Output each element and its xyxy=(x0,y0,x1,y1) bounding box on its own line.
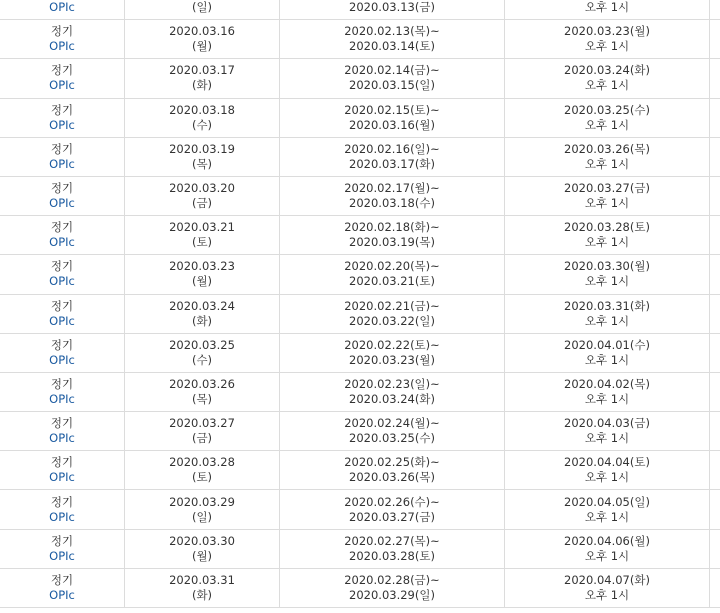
test-date-cell xyxy=(124,99,279,137)
session-type: 정기 xyxy=(50,181,74,196)
session-type: 정기 xyxy=(50,298,74,313)
table-row xyxy=(0,255,720,294)
test-date: 2020.03.30 xyxy=(169,533,235,548)
result-cell xyxy=(504,216,709,254)
result-time: 오후 1시 xyxy=(584,156,630,171)
result-cell xyxy=(504,138,709,176)
registration-end: 2020.03.22(일) xyxy=(349,313,435,328)
registration-period-cell xyxy=(279,138,504,176)
registration-start: 2020.02.22(토)~ xyxy=(344,337,440,352)
test-weekday: (일) xyxy=(191,0,213,15)
registration-end: 2020.03.29(일) xyxy=(349,587,435,602)
registration-end: 2020.03.26(목) xyxy=(349,470,435,485)
test-date: 2020.03.19 xyxy=(169,141,235,156)
result-date: 2020.04.05(일) xyxy=(564,494,650,509)
test-date: 2020.03.18 xyxy=(169,102,235,117)
trailing-cell xyxy=(709,530,720,568)
registration-end: 2020.03.16(월) xyxy=(349,117,435,132)
test-date: 2020.03.31 xyxy=(169,572,235,587)
test-date: 2020.03.28 xyxy=(169,455,235,470)
test-date-cell xyxy=(124,530,279,568)
session-type: 정기 xyxy=(50,24,74,39)
table-row xyxy=(0,216,720,255)
registration-period-cell xyxy=(279,451,504,489)
result-cell xyxy=(504,569,709,607)
test-weekday: (토) xyxy=(191,470,213,485)
exam-name: OPIc xyxy=(49,391,75,406)
result-time: 오후 1시 xyxy=(584,587,630,602)
trailing-cell xyxy=(709,255,720,293)
exam-name: OPIc xyxy=(49,431,75,446)
exam-type-cell xyxy=(0,334,124,372)
test-date-cell xyxy=(124,177,279,215)
result-time: 오후 1시 xyxy=(584,274,630,289)
registration-start: 2020.02.21(금)~ xyxy=(344,298,440,313)
result-time: 오후 1시 xyxy=(584,391,630,406)
registration-period-cell xyxy=(279,59,504,97)
table-row xyxy=(0,138,720,177)
trailing-cell xyxy=(709,490,720,528)
session-type: 정기 xyxy=(50,455,74,470)
registration-end: 2020.03.21(토) xyxy=(349,274,435,289)
table-row xyxy=(0,412,720,451)
result-cell xyxy=(504,295,709,333)
registration-end: 2020.03.14(토) xyxy=(349,39,435,54)
test-weekday: (수) xyxy=(191,117,213,132)
exam-type-cell xyxy=(0,20,124,58)
test-date: 2020.03.16 xyxy=(169,24,235,39)
registration-period-cell xyxy=(279,20,504,58)
registration-end: 2020.03.23(월) xyxy=(349,352,435,367)
table-row xyxy=(0,334,720,373)
table-row xyxy=(0,99,720,138)
exam-name: OPIc xyxy=(49,156,75,171)
registration-period-cell xyxy=(279,177,504,215)
test-weekday: (금) xyxy=(191,196,213,211)
trailing-cell xyxy=(709,59,720,97)
result-date: 2020.04.03(금) xyxy=(564,416,650,431)
result-date: 2020.03.28(토) xyxy=(564,220,650,235)
trailing-cell xyxy=(709,569,720,607)
result-time: 오후 1시 xyxy=(584,509,630,524)
session-type: 정기 xyxy=(50,141,74,156)
result-cell xyxy=(504,334,709,372)
table-row xyxy=(0,490,720,529)
test-date-cell xyxy=(124,216,279,254)
registration-period-cell xyxy=(279,334,504,372)
registration-end: 2020.03.24(화) xyxy=(349,391,435,406)
trailing-cell xyxy=(709,334,720,372)
exam-name: OPIc xyxy=(49,117,75,132)
result-cell xyxy=(504,59,709,97)
test-weekday: (월) xyxy=(191,39,213,54)
session-type: 정기 xyxy=(50,376,74,391)
trailing-cell xyxy=(709,373,720,411)
registration-period-cell xyxy=(279,373,504,411)
test-date: 2020.03.24 xyxy=(169,298,235,313)
result-time: 오후 1시 xyxy=(584,313,630,328)
result-date: 2020.03.25(수) xyxy=(564,102,650,117)
registration-period-cell xyxy=(279,216,504,254)
session-type: 정기 xyxy=(50,63,74,78)
exam-name: OPIc xyxy=(49,274,75,289)
exam-type-cell xyxy=(0,0,124,19)
registration-start: 2020.02.27(목)~ xyxy=(344,533,440,548)
result-date: 2020.04.07(화) xyxy=(564,572,650,587)
trailing-cell xyxy=(709,138,720,176)
test-date-cell xyxy=(124,451,279,489)
result-date: 2020.04.04(토) xyxy=(564,455,650,470)
test-date-cell xyxy=(124,295,279,333)
session-type: 정기 xyxy=(50,259,74,274)
test-date: 2020.03.27 xyxy=(169,416,235,431)
session-type: 정기 xyxy=(50,533,74,548)
registration-start: 2020.02.17(월)~ xyxy=(344,181,440,196)
trailing-cell xyxy=(709,20,720,58)
test-date: 2020.03.21 xyxy=(169,220,235,235)
registration-start: 2020.02.24(월)~ xyxy=(344,416,440,431)
exam-type-cell xyxy=(0,295,124,333)
test-date: 2020.03.17 xyxy=(169,63,235,78)
registration-end: 2020.03.28(토) xyxy=(349,548,435,563)
test-weekday: (금) xyxy=(191,431,213,446)
registration-period-cell xyxy=(279,0,504,19)
test-date-cell xyxy=(124,138,279,176)
exam-type-cell xyxy=(0,59,124,97)
result-date: 2020.04.01(수) xyxy=(564,337,650,352)
test-date-cell xyxy=(124,490,279,528)
test-date: 2020.03.23 xyxy=(169,259,235,274)
result-time: 오후 1시 xyxy=(584,548,630,563)
exam-type-cell xyxy=(0,490,124,528)
test-date-cell xyxy=(124,412,279,450)
test-weekday: (목) xyxy=(191,156,213,171)
table-row xyxy=(0,177,720,216)
table-row xyxy=(0,451,720,490)
test-weekday: (월) xyxy=(191,548,213,563)
test-date-cell xyxy=(124,569,279,607)
result-date: 2020.03.31(화) xyxy=(564,298,650,313)
exam-type-cell xyxy=(0,530,124,568)
trailing-cell xyxy=(709,216,720,254)
exam-type-cell xyxy=(0,216,124,254)
result-date: 2020.03.24(화) xyxy=(564,63,650,78)
trailing-cell xyxy=(709,451,720,489)
exam-name: OPIc xyxy=(49,548,75,563)
registration-end: 2020.03.19(목) xyxy=(349,235,435,250)
session-type: 정기 xyxy=(50,337,74,352)
trailing-cell xyxy=(709,99,720,137)
result-cell xyxy=(504,177,709,215)
registration-start: 2020.02.28(금)~ xyxy=(344,572,440,587)
registration-period-cell xyxy=(279,490,504,528)
session-type: 정기 xyxy=(50,494,74,509)
exam-type-cell xyxy=(0,569,124,607)
result-time: 오후 1시 xyxy=(584,196,630,211)
result-date: 2020.03.26(목) xyxy=(564,141,650,156)
result-cell xyxy=(504,373,709,411)
trailing-cell xyxy=(709,412,720,450)
result-time: 오후 1시 xyxy=(584,39,630,54)
registration-start: 2020.02.16(일)~ xyxy=(344,141,440,156)
registration-end: 2020.03.27(금) xyxy=(349,509,435,524)
result-date: 2020.04.02(목) xyxy=(564,376,650,391)
registration-start: 2020.02.13(목)~ xyxy=(344,24,440,39)
table-row xyxy=(0,569,720,608)
registration-start: 2020.02.15(토)~ xyxy=(344,102,440,117)
test-weekday: (수) xyxy=(191,352,213,367)
registration-period-cell xyxy=(279,255,504,293)
test-weekday: (토) xyxy=(191,235,213,250)
result-time: 오후 1시 xyxy=(584,78,630,93)
result-cell xyxy=(504,530,709,568)
registration-end: 2020.03.25(수) xyxy=(349,431,435,446)
result-time: 오후 1시 xyxy=(584,0,630,15)
exam-type-cell xyxy=(0,412,124,450)
result-cell xyxy=(504,451,709,489)
result-time: 오후 1시 xyxy=(584,431,630,446)
trailing-cell xyxy=(709,295,720,333)
result-time: 오후 1시 xyxy=(584,470,630,485)
exam-name: OPIc xyxy=(49,352,75,367)
exam-name: OPIc xyxy=(49,78,75,93)
table-row xyxy=(0,530,720,569)
result-date: 2020.04.06(월) xyxy=(564,533,650,548)
test-weekday: (화) xyxy=(191,313,213,328)
registration-start: 2020.02.14(금)~ xyxy=(344,63,440,78)
test-weekday: (화) xyxy=(191,587,213,602)
exam-name: OPIc xyxy=(49,39,75,54)
result-cell xyxy=(504,490,709,528)
session-type: 정기 xyxy=(50,220,74,235)
test-date-cell xyxy=(124,373,279,411)
exam-type-cell xyxy=(0,138,124,176)
session-type: 정기 xyxy=(50,572,74,587)
result-cell xyxy=(504,20,709,58)
test-date: 2020.03.25 xyxy=(169,337,235,352)
result-cell xyxy=(504,0,709,19)
trailing-cell xyxy=(709,0,720,19)
test-date-cell xyxy=(124,0,279,19)
table-row xyxy=(0,20,720,59)
session-type: 정기 xyxy=(50,416,74,431)
result-cell xyxy=(504,255,709,293)
table-row xyxy=(0,373,720,412)
registration-period-cell xyxy=(279,99,504,137)
test-date-cell xyxy=(124,59,279,97)
registration-period-cell xyxy=(279,530,504,568)
test-date-cell xyxy=(124,334,279,372)
result-time: 오후 1시 xyxy=(584,235,630,250)
test-date: 2020.03.29 xyxy=(169,494,235,509)
test-date-cell xyxy=(124,20,279,58)
session-type: 정기 xyxy=(50,102,74,117)
trailing-cell xyxy=(709,177,720,215)
table-row xyxy=(0,295,720,334)
registration-start: 2020.02.20(목)~ xyxy=(344,259,440,274)
registration-start: 2020.02.25(화)~ xyxy=(344,455,440,470)
exam-name: OPIc xyxy=(49,0,75,15)
test-date-cell xyxy=(124,255,279,293)
registration-period-cell xyxy=(279,295,504,333)
exam-name: OPIc xyxy=(49,587,75,602)
exam-name: OPIc xyxy=(49,470,75,485)
table-row xyxy=(0,0,720,20)
result-cell xyxy=(504,412,709,450)
registration-end: 2020.03.15(일) xyxy=(349,78,435,93)
result-time: 오후 1시 xyxy=(584,117,630,132)
exam-name: OPIc xyxy=(49,235,75,250)
registration-start: 2020.02.23(일)~ xyxy=(344,376,440,391)
registration-start: 2020.02.18(화)~ xyxy=(344,220,440,235)
registration-start: 2020.02.26(수)~ xyxy=(344,494,440,509)
exam-type-cell xyxy=(0,99,124,137)
test-date: 2020.03.26 xyxy=(169,376,235,391)
exam-type-cell xyxy=(0,373,124,411)
test-weekday: (목) xyxy=(191,391,213,406)
test-weekday: (일) xyxy=(191,509,213,524)
registration-period-cell xyxy=(279,412,504,450)
table-row xyxy=(0,59,720,98)
exam-type-cell xyxy=(0,177,124,215)
exam-type-cell xyxy=(0,255,124,293)
result-date: 2020.03.23(월) xyxy=(564,24,650,39)
registration-end: 2020.03.17(화) xyxy=(349,156,435,171)
exam-name: OPIc xyxy=(49,196,75,211)
result-cell xyxy=(504,99,709,137)
result-date: 2020.03.27(금) xyxy=(564,181,650,196)
result-date: 2020.03.30(월) xyxy=(564,259,650,274)
registration-end: 2020.03.18(수) xyxy=(349,196,435,211)
test-date: 2020.03.20 xyxy=(169,181,235,196)
registration-end: 2020.03.13(금) xyxy=(349,0,435,15)
exam-name: OPIc xyxy=(49,313,75,328)
exam-type-cell xyxy=(0,451,124,489)
result-time: 오후 1시 xyxy=(584,352,630,367)
test-weekday: (화) xyxy=(191,78,213,93)
registration-period-cell xyxy=(279,569,504,607)
exam-name: OPIc xyxy=(49,509,75,524)
test-weekday: (월) xyxy=(191,274,213,289)
